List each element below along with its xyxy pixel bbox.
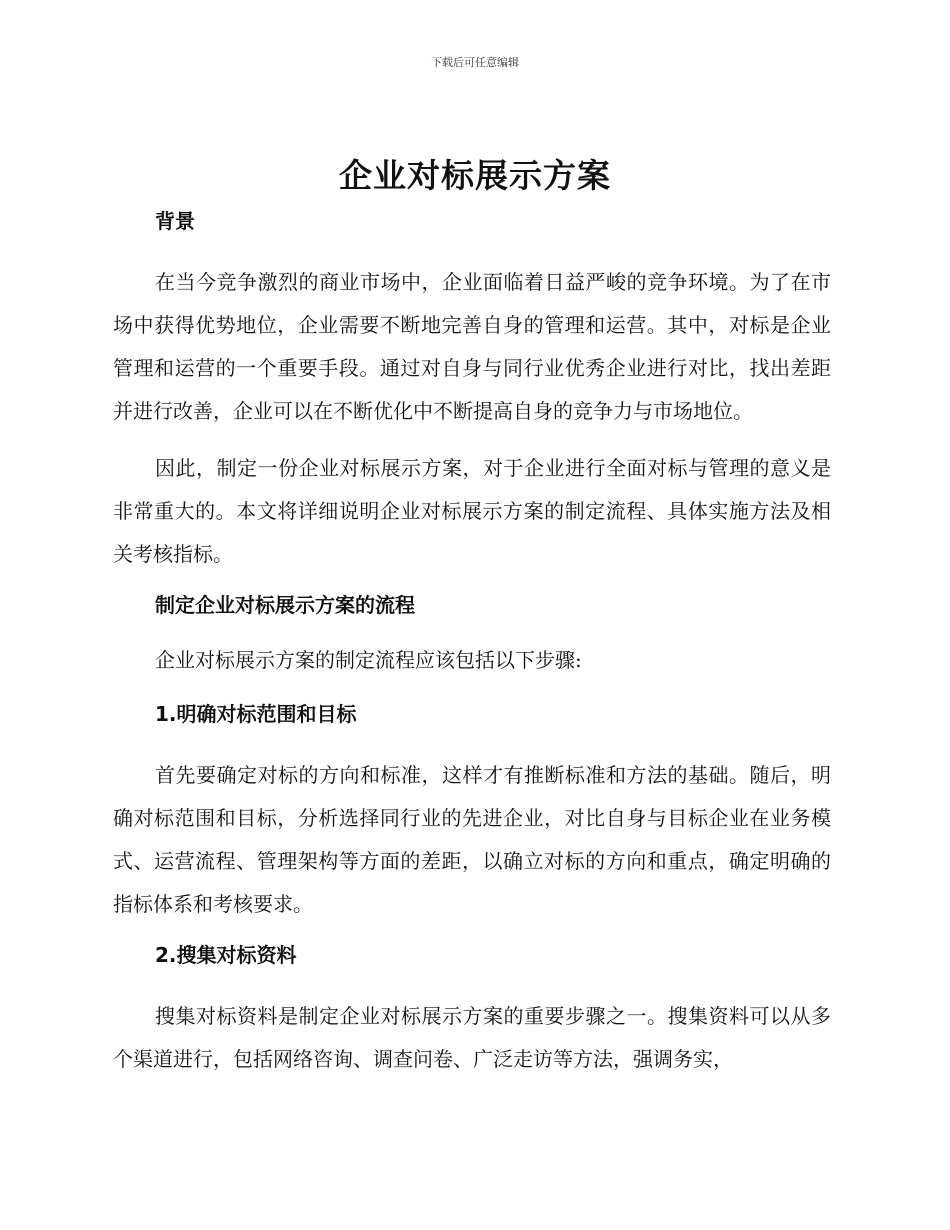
header-note: 下载后可任意编辑 [431, 56, 519, 69]
paragraph-step1: 首先要确定对标的方向和标准，这样才有推断标准和方法的基础。随后，明确对标范围和目标，分析选择同行业的先进企业，对比自身与目标企业在业务模式、运营流程、管理架构等方面的差距，以确立对标的方向和重点，确定明确的指标体系和考核要求。 [113, 763, 831, 916]
section-heading-background: 背景 [155, 209, 195, 233]
paragraph-step2: 搜集对标资料是制定企业对标展示方案的重要步骤之一。搜集资料可以从多个渠道进行，包括网络咨询、调查问卷、广泛走访等方法，强调务实， [113, 1004, 831, 1071]
section-heading-step1: 1.明确对标范围和目标 [155, 702, 357, 726]
paragraph-process-intro: 企业对标展示方案的制定流程应该包括以下步骤: [155, 648, 582, 672]
paragraph-background-1: 在当今竞争激烈的商业市场中，企业面临着日益严峻的竞争环境。为了在市场中获得优势地位，企业需要不断地完善自身的管理和运营。其中，对标是企业管理和运营的一个重要手段。通过对自身与同行业优秀企业进行对比，找出差距并进行改善，企业可以在不断优化中不断提高自身的竞争力与市场地位。 [113, 270, 831, 423]
section-heading-step2: 2.搜集对标资料 [155, 943, 297, 967]
section-heading-process: 制定企业对标展示方案的流程 [155, 593, 415, 617]
paragraph-background-2: 因此，制定一份企业对标展示方案，对于企业进行全面对标与管理的意义是非常重大的。本文将详细说明企业对标展示方案的制定流程、具体实施方法及相关考核指标。 [113, 456, 831, 566]
document-title: 企业对标展示方案 [339, 156, 611, 195]
document-body [113, 206, 831, 1095]
